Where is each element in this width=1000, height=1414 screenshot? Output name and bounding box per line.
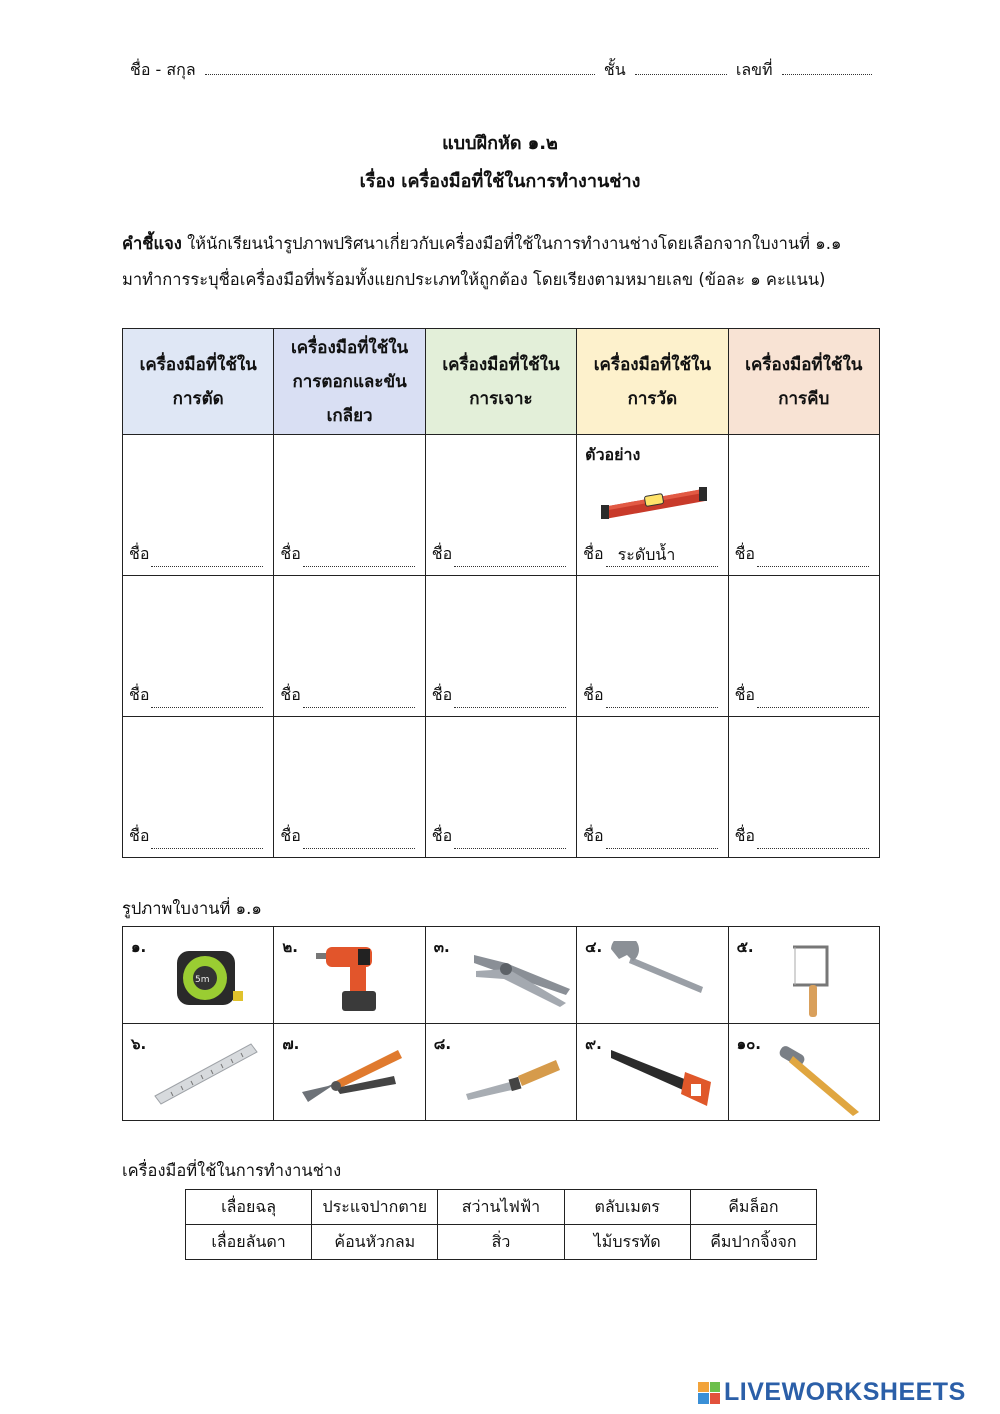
wood-chisel-icon — [462, 1048, 562, 1104]
picture-cell — [728, 927, 879, 1024]
picture-cell — [123, 1024, 274, 1121]
answer-field[interactable] — [303, 693, 415, 708]
column-header-measuring: เครื่องมือที่ใช้ในการวัด — [577, 329, 728, 435]
name-label: ชื่อ — [280, 826, 301, 845]
name-line — [129, 542, 263, 567]
name-line — [432, 824, 566, 849]
svg-text:5m: 5m — [195, 975, 210, 985]
picture-number: ๑๐. — [736, 1035, 761, 1053]
name-line — [432, 542, 566, 567]
answer-row — [123, 435, 880, 576]
word-row — [186, 1225, 817, 1260]
answer-cell — [274, 435, 425, 576]
name-label: ชื่อ — [583, 544, 604, 563]
answer-field[interactable] — [454, 693, 566, 708]
locking-pliers-icon — [466, 941, 578, 1011]
picture-cell — [274, 1024, 425, 1121]
example-label: ตัวอย่าง — [585, 445, 641, 464]
name-line — [735, 824, 869, 849]
answer-cell — [577, 717, 728, 858]
name-line — [735, 683, 869, 708]
answer-field[interactable] — [303, 552, 415, 567]
pictures-row — [123, 1024, 880, 1121]
picture-number: ๔. — [585, 938, 603, 956]
name-line — [735, 542, 869, 567]
pictures-table — [122, 926, 880, 1121]
liveworksheets-logo-icon — [698, 1382, 720, 1404]
name-label: ชื่อ — [280, 544, 301, 563]
tape-measure-icon — [173, 945, 245, 1011]
answer-cell — [425, 717, 576, 858]
exercise-title: แบบฝึกหัด ๑.๒ — [442, 133, 558, 154]
picture-cell — [425, 1024, 576, 1121]
word-cell: ประแจปากตาย — [312, 1190, 438, 1225]
word-list-caption: เครื่องมือที่ใช้ในการทำงานช่าง — [122, 1161, 342, 1180]
name-line — [129, 683, 263, 708]
word-cell: สว่านไฟฟ้า — [438, 1190, 564, 1225]
number-label: เลขที่ — [735, 60, 773, 79]
answer-field[interactable] — [454, 834, 566, 849]
spirit-level-icon — [599, 481, 709, 521]
picture-cell — [577, 1024, 728, 1121]
answer-field[interactable] — [303, 834, 415, 849]
answer-cell — [728, 576, 879, 717]
picture-number: ๕. — [736, 938, 754, 956]
name-label: ชื่อ — [734, 544, 756, 563]
classification-table — [122, 328, 880, 858]
name-label: ชื่อ — [583, 826, 604, 845]
answer-cell — [274, 717, 425, 858]
answer-field[interactable] — [757, 834, 869, 849]
picture-number: ๑. — [131, 938, 147, 956]
picture-cell — [123, 927, 274, 1024]
class-label: ชั้น — [603, 60, 626, 79]
picture-cell — [728, 1024, 879, 1121]
combination-pliers-icon — [298, 1042, 408, 1106]
brand-text: LIVEWORKSHEETS — [724, 1378, 966, 1406]
answer-field[interactable] — [151, 693, 263, 708]
picture-number: ๗. — [282, 1035, 300, 1053]
picture-number: ๙. — [585, 1035, 602, 1053]
name-label: ชื่อ — [431, 685, 453, 704]
word-cell: คีมปากจิ้งจก — [690, 1225, 816, 1260]
word-row — [186, 1190, 817, 1225]
answer-field[interactable] — [151, 834, 263, 849]
word-cell: ไม้บรรทัด — [564, 1225, 690, 1260]
name-line — [280, 683, 414, 708]
answer-field[interactable] — [757, 693, 869, 708]
column-header-cutting: เครื่องมือที่ใช้ในการตัด — [123, 329, 274, 435]
header-row — [123, 329, 880, 435]
name-label: ชื่อ — [129, 544, 150, 563]
column-header-gripping: เครื่องมือที่ใช้ในการคีบ — [728, 329, 879, 435]
name-label: ชื่อ — [129, 685, 150, 704]
answer-cell — [728, 717, 879, 858]
name-label: ชื่อ — [431, 826, 453, 845]
answer-cell — [123, 576, 274, 717]
answer-cell — [123, 435, 274, 576]
answer-row — [123, 576, 880, 717]
name-line — [583, 542, 717, 567]
name-label: ชื่อ — [583, 685, 604, 704]
word-cell: คีมล็อก — [690, 1190, 816, 1225]
word-cell: ตลับเมตร — [564, 1190, 690, 1225]
name-line — [129, 824, 263, 849]
name-label: ชื่อ — [734, 826, 756, 845]
instructions — [122, 226, 892, 298]
name-line — [280, 824, 414, 849]
hand-saw-icon — [607, 1046, 717, 1108]
pictures-caption: รูปภาพใบงานที่ ๑.๑ — [122, 899, 262, 918]
picture-cell — [577, 927, 728, 1024]
name-field[interactable] — [205, 60, 595, 75]
name-label: ชื่อ - สกุล — [130, 60, 196, 79]
name-line — [583, 824, 717, 849]
exercise-subtitle: เรื่อง เครื่องมือที่ใช้ในการทำงานช่าง — [359, 171, 641, 192]
answer-cell — [577, 576, 728, 717]
answer-cell — [728, 435, 879, 576]
name-label: ชื่อ — [280, 685, 301, 704]
answer-cell — [577, 435, 728, 576]
student-info-line — [130, 58, 890, 83]
class-field[interactable] — [635, 60, 727, 75]
answer-row — [123, 717, 880, 858]
answer-field[interactable] — [606, 834, 718, 849]
answer-field[interactable] — [151, 552, 263, 567]
answer-cell — [123, 717, 274, 858]
word-list-table — [185, 1189, 817, 1260]
open-end-wrench-icon — [607, 941, 711, 1001]
cordless-drill-icon — [312, 939, 392, 1015]
name-label: ชื่อ — [431, 544, 453, 563]
ball-peen-hammer-icon — [775, 1042, 865, 1118]
picture-cell — [274, 927, 425, 1024]
name-line — [280, 542, 414, 567]
picture-number: ๘. — [433, 1035, 452, 1053]
steel-ruler-icon — [151, 1038, 261, 1108]
column-header-drilling: เครื่องมือที่ใช้ในการเจาะ — [425, 329, 576, 435]
name-line — [432, 683, 566, 708]
picture-cell — [425, 927, 576, 1024]
instructions-label: คำชี้แจง — [122, 234, 182, 253]
answer-cell — [425, 576, 576, 717]
answer-cell — [425, 435, 576, 576]
picture-number: ๖. — [131, 1035, 147, 1053]
answer-field[interactable] — [606, 545, 718, 567]
picture-number: ๒. — [282, 938, 298, 956]
instructions-line2: มาทำการระบุชื่อเครื่องมือที่พร้อมทั้งแยกประเภทให้ถูกต้อง โดยเรียงตามหมายเลข (ข้อละ ๑ คะแนน) — [122, 270, 826, 289]
number-field[interactable] — [782, 60, 872, 75]
answer-cell — [274, 576, 425, 717]
name-label: ชื่อ — [129, 826, 150, 845]
name-line — [583, 683, 717, 708]
instructions-line1: ให้นักเรียนนำรูปภาพปริศนาเกี่ยวกับเครื่องมือที่ใช้ในการทำงานช่างโดยเลือกจากใบงานที่ ๑.๑ — [187, 234, 842, 253]
liveworksheets-logo — [698, 1378, 966, 1407]
coping-saw-icon — [787, 941, 837, 1021]
word-cell: สิ่ว — [438, 1225, 564, 1260]
word-cell: เลื่อยลันดา — [186, 1225, 312, 1260]
column-header-fastening: เครื่องมือที่ใช้ในการตอกและขันเกลียว — [274, 329, 425, 435]
example-answer: ระดับน้ำ — [617, 545, 676, 564]
picture-number: ๓. — [433, 938, 450, 956]
answer-field[interactable] — [606, 693, 718, 708]
answer-field[interactable] — [757, 552, 869, 567]
pictures-row — [123, 927, 880, 1024]
answer-field[interactable] — [454, 552, 566, 567]
name-label: ชื่อ — [734, 685, 756, 704]
word-cell: ค้อนหัวกลม — [312, 1225, 438, 1260]
word-cell: เลื่อยฉลุ — [186, 1190, 312, 1225]
